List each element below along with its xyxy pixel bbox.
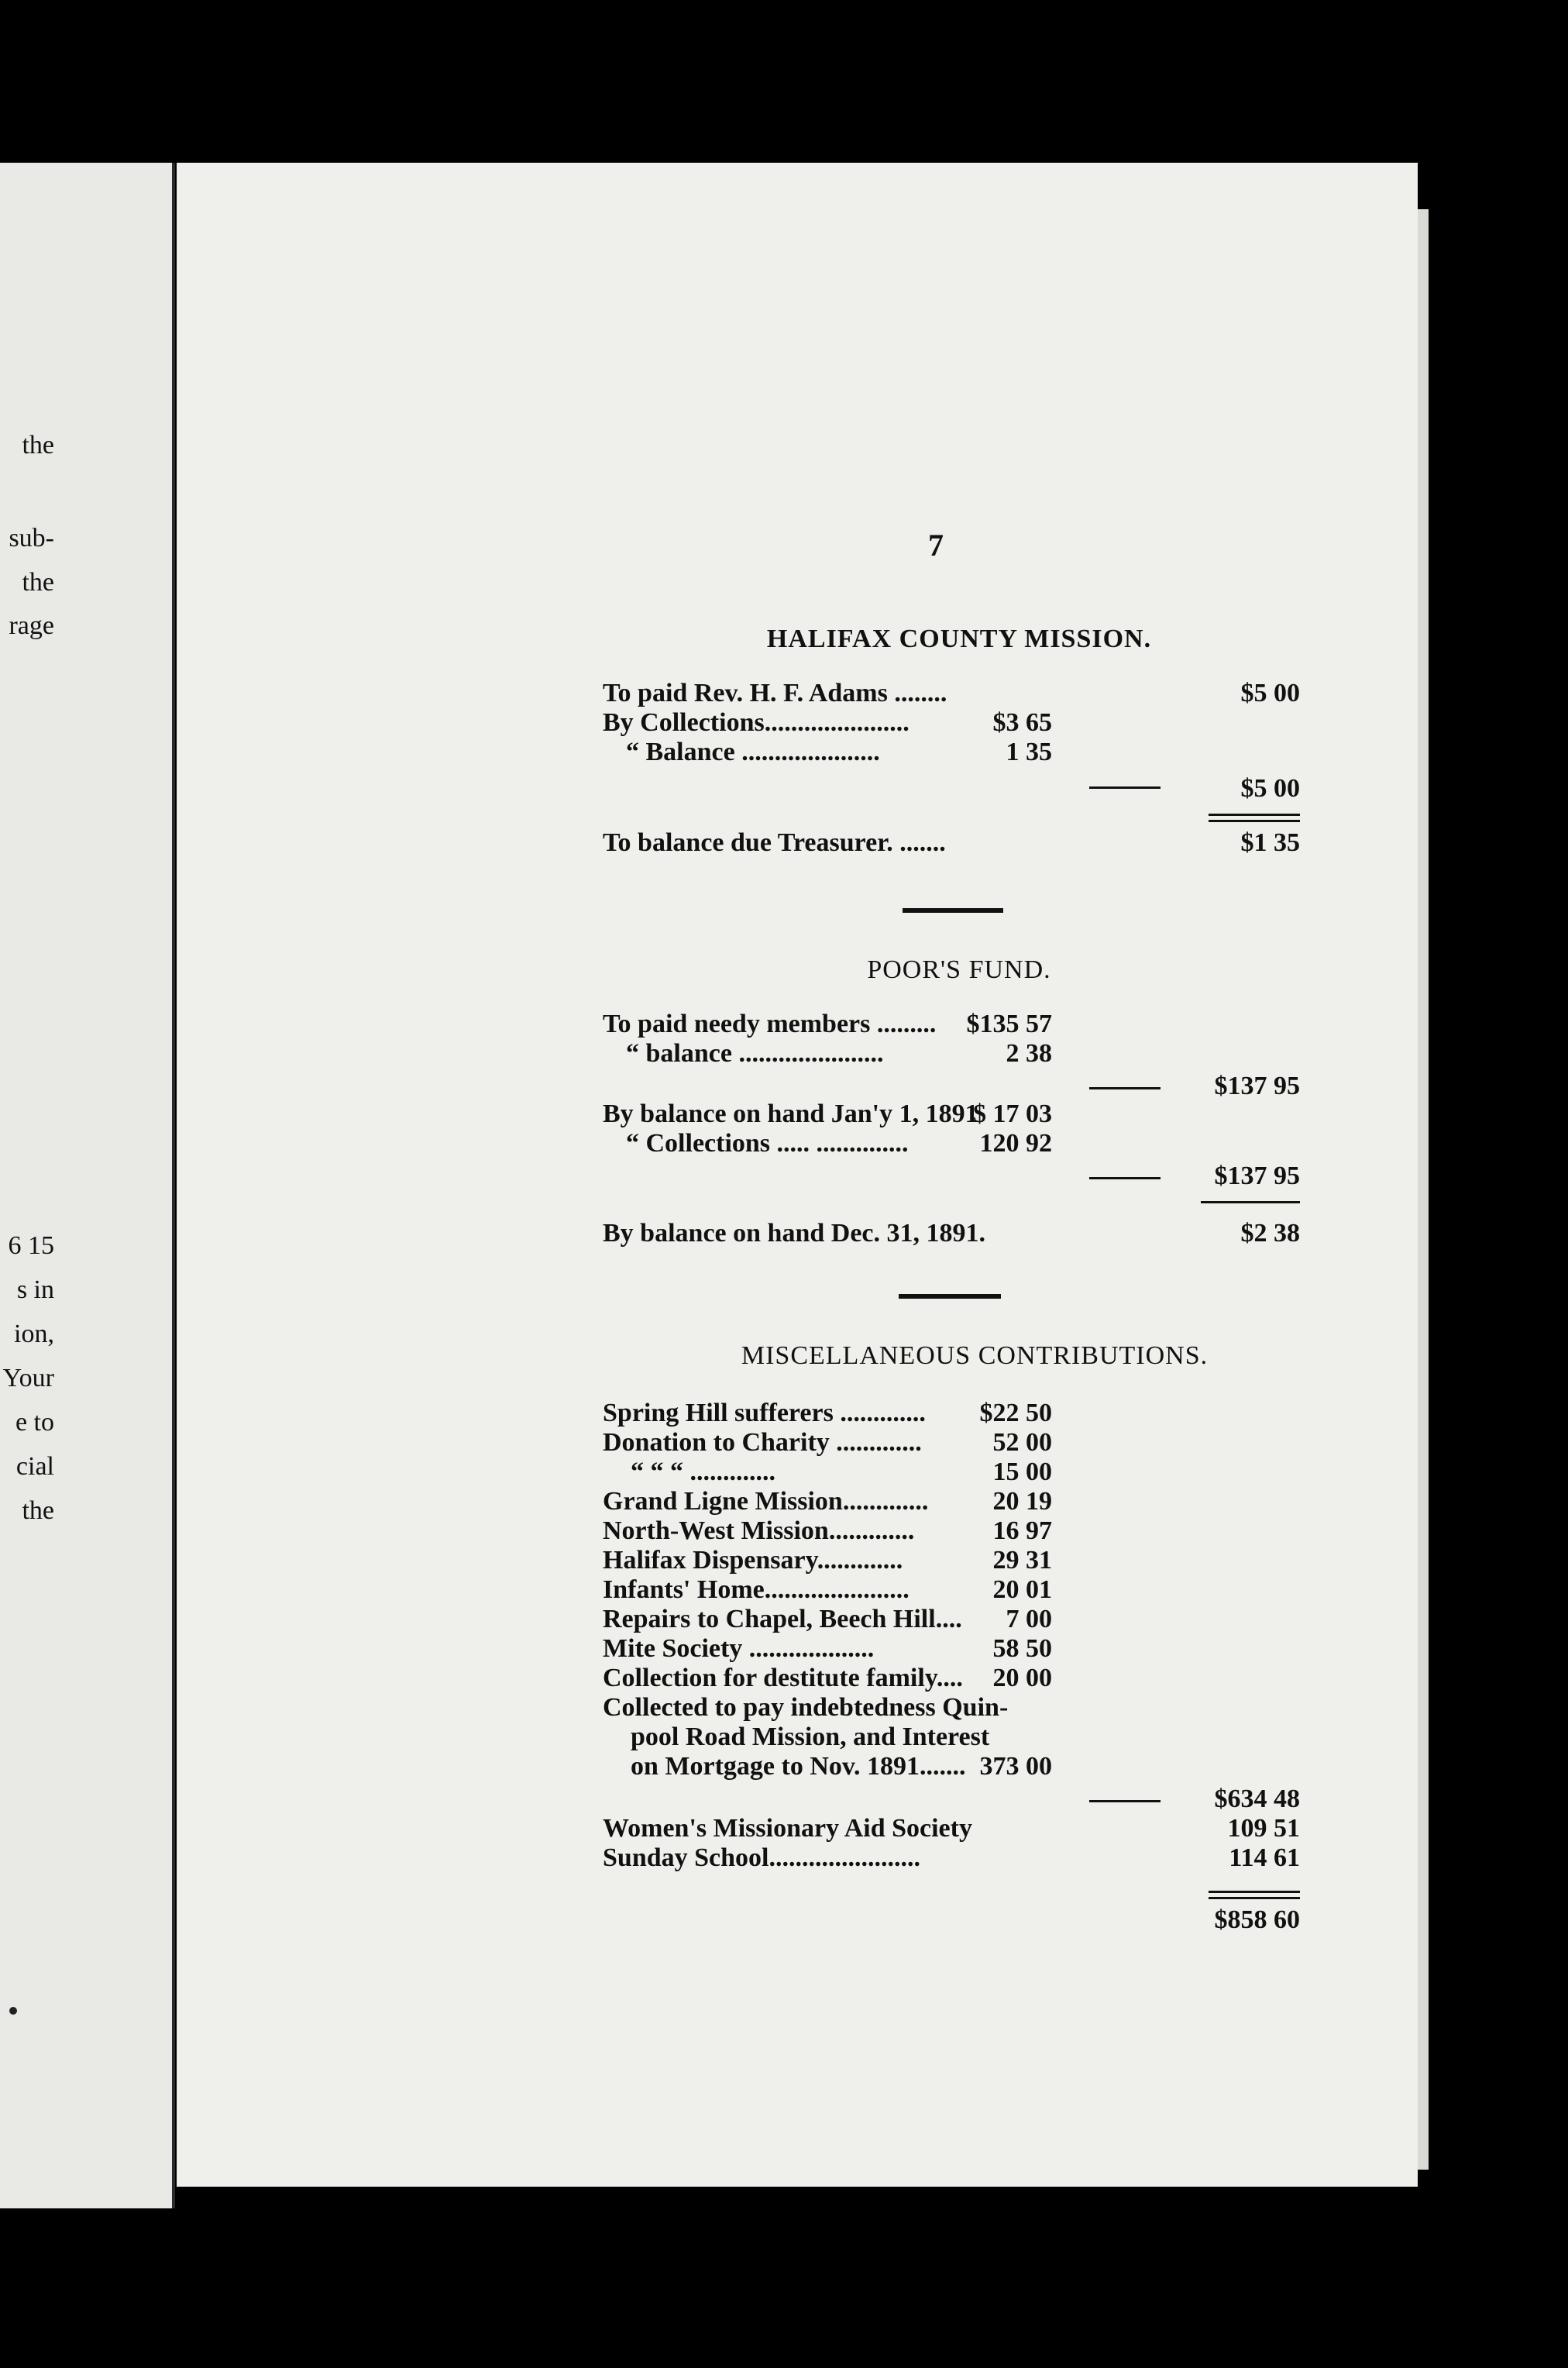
section-heading-halifax: HALIFAX COUNTY MISSION. [766,625,1152,653]
section-heading-poors-fund: POOR'S FUND. [867,955,1051,984]
section-divider [899,1294,1001,1299]
row-label: To balance due Treasurer. ....... [603,828,946,857]
row-amount: $22 50 [979,1399,1052,1427]
ledger-row [603,737,1300,768]
row-label: By balance on hand Dec. 31, 1891. [603,1219,985,1248]
row-total: $634 48 [1214,1785,1300,1813]
row-label: Mite Society ................... [603,1634,875,1663]
row-amount: 120 92 [979,1129,1052,1158]
left-text-fragment: e to [15,1408,54,1437]
row-amount: 16 97 [992,1516,1052,1545]
ledger-row [603,678,1300,709]
row-label: Repairs to Chapel, Beech Hill.... [603,1605,962,1633]
row-label: pool Road Mission, and Interest [631,1723,990,1751]
page-number: 7 [928,528,944,563]
row-amount: $ 17 03 [973,1100,1052,1128]
row-label: “ balance ...................... [626,1039,884,1068]
ledger-row [603,1751,1300,1782]
ledger-row [603,1692,1300,1723]
left-text-fragment: Your [2,1364,54,1392]
row-total: $5 00 [1240,679,1300,707]
row-amount: 2 38 [1006,1039,1052,1068]
section-heading-misc: MISCELLANEOUS CONTRIBUTIONS. [741,1341,1209,1370]
ledger-row [603,1604,1300,1635]
row-total: $137 95 [1214,1072,1300,1100]
ledger-row [603,707,1300,738]
row-label: on Mortgage to Nov. 1891....... [631,1752,966,1781]
section-divider [903,908,1003,913]
row-label: North-West Mission............. [603,1516,915,1545]
ledger-row [603,1486,1300,1517]
left-text-fragment: ion, [14,1320,54,1348]
left-page-fragment [0,163,175,2208]
ledger-row [603,1128,1300,1159]
ledger-row [603,1545,1300,1576]
row-label: Grand Ligne Mission............. [603,1487,929,1516]
ledger-row [603,828,1300,859]
row-total: $137 95 [1214,1162,1300,1190]
ledger-row [603,1663,1300,1694]
row-amount: 20 00 [992,1664,1052,1692]
row-label: Sunday School....................... [603,1843,920,1872]
total-rule [1209,1897,1300,1899]
row-label: To paid needy members ......... [603,1010,937,1038]
ledger-row [603,1813,1300,1844]
row-label: “ Collections ..... .............. [626,1129,909,1158]
ledger-row [603,1457,1300,1488]
row-label: “ “ “ ............. [631,1458,775,1486]
row-label: Halifax Dispensary............. [603,1546,903,1575]
row-amount: $135 57 [966,1010,1052,1038]
left-text-fragment: s in [16,1275,54,1304]
ledger-row [603,1843,1300,1874]
row-label: To paid Rev. H. F. Adams ........ [603,679,947,707]
row-amount: 58 50 [992,1634,1052,1663]
ledger-row [603,1161,1300,1192]
ledger-row [603,1038,1300,1069]
row-label: “ Balance ..................... [626,738,880,766]
row-amount: 52 00 [992,1428,1052,1457]
ledger-row [603,1099,1300,1130]
bullet-mark [9,2007,17,2015]
row-label: Donation to Charity ............. [603,1428,922,1457]
ledger-row [603,1427,1300,1458]
row-total: $858 60 [1214,1905,1300,1934]
row-label: Collected to pay indebtedness Quin- [603,1693,1009,1722]
left-text-fragment: cial [15,1452,54,1481]
left-text-fragment: 6 15 [8,1231,54,1260]
row-amount: 7 00 [1006,1605,1052,1633]
ledger-row [603,1905,1300,1936]
row-total: 109 51 [1227,1814,1300,1843]
row-total: 114 61 [1229,1843,1300,1872]
ledger-row [603,1575,1300,1606]
row-label: By balance on hand Jan'y 1, 1891 [603,1100,978,1128]
row-amount: 373 00 [979,1752,1052,1781]
row-amount: $3 65 [992,708,1052,737]
total-rule [1209,814,1300,816]
ledger-row [603,1398,1300,1429]
ledger-row [603,1516,1300,1547]
row-total: $1 35 [1240,828,1300,857]
ledger-row [603,1633,1300,1664]
row-amount: 29 31 [992,1546,1052,1575]
total-rule [1209,820,1300,822]
row-label: Women's Missionary Aid Society [603,1814,972,1843]
row-label: By Collections...................... [603,708,910,737]
left-text-fragment: the [22,431,54,459]
row-label: Spring Hill sufferers ............. [603,1399,926,1427]
left-text-fragment: the [22,1496,54,1525]
document-page [177,163,1418,2187]
total-rule [1201,1201,1300,1203]
left-text-fragment: the [22,568,54,597]
row-amount: 1 35 [1006,738,1052,766]
ledger-row [603,1218,1300,1249]
row-label: Collection for destitute family.... [603,1664,963,1692]
ledger-row [603,1009,1300,1040]
row-amount: 20 01 [992,1575,1052,1604]
row-total: $2 38 [1240,1219,1300,1248]
ledger-row [603,1722,1300,1753]
row-label: Infants' Home...................... [603,1575,910,1604]
ledger-row [603,1784,1300,1815]
left-text-fragment: rage [9,611,54,640]
left-text-fragment: sub- [9,524,54,552]
row-amount: 20 19 [992,1487,1052,1516]
ledger-row [603,773,1300,804]
row-total: $5 00 [1240,774,1300,803]
ledger-row [603,1071,1300,1102]
row-amount: 15 00 [992,1458,1052,1486]
total-rule [1209,1891,1300,1893]
